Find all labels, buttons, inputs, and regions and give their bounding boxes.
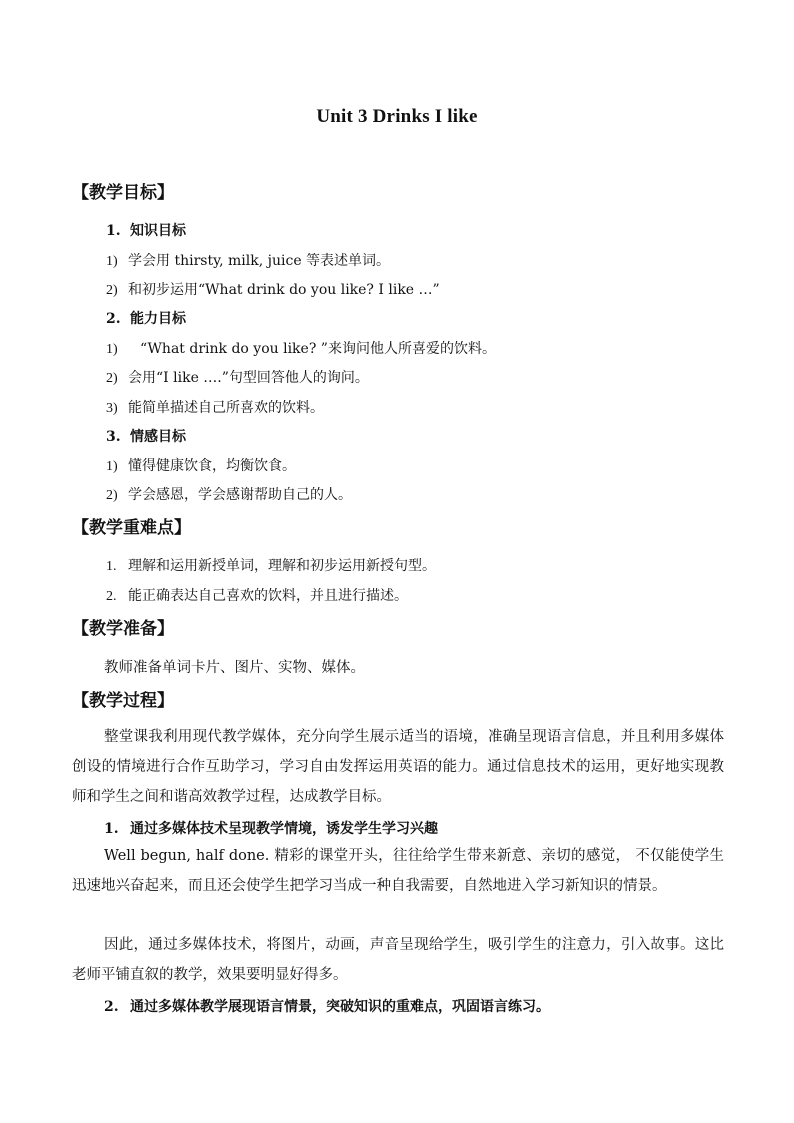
list-item bbox=[106, 279, 440, 299]
heading-process: 【教学过程】 bbox=[72, 691, 174, 711]
group-number: 1. bbox=[106, 223, 121, 239]
item-text: 能正确表达自己喜欢的饮料，并且进行描述。 bbox=[128, 588, 408, 604]
preparation-text: 教师准备单词卡片、图片、实物、媒体。 bbox=[104, 660, 365, 676]
item-number: 1) bbox=[106, 342, 118, 357]
step-number: 2. bbox=[104, 999, 119, 1015]
item-text: 理解和运用新授单词，理解和初步运用新授句型。 bbox=[128, 558, 436, 574]
item-number: 2) bbox=[106, 488, 118, 503]
step-number: 1. bbox=[104, 821, 119, 837]
list-item bbox=[106, 397, 324, 417]
heading-preparation: 【教学准备】 bbox=[72, 619, 174, 639]
objective-group-emotion bbox=[106, 426, 186, 446]
group-number: 2. bbox=[106, 311, 121, 327]
step-1-paragraph: Well begun, half done. 精彩的课堂开头，往往给学生带来新意、亲切的感觉， 不仅能使学生迅速地兴奋起来，而且还会使学生把学习当成一种自我需要，自然地进入学习新知识的情景。 bbox=[72, 848, 724, 894]
objective-group-knowledge bbox=[106, 220, 186, 240]
step-title: 通过多媒体技术呈现教学情境，诱发学生学习兴趣 bbox=[130, 821, 438, 837]
item-text: 学会用 thirsty, milk, juice 等表述单词。 bbox=[128, 253, 391, 269]
list-item bbox=[106, 484, 352, 504]
group-label: 知识目标 bbox=[130, 223, 186, 239]
item-number: 2) bbox=[106, 283, 118, 298]
group-number: 3. bbox=[106, 429, 121, 445]
process-step-1-title bbox=[104, 818, 438, 838]
list-item bbox=[106, 250, 390, 270]
step-1-paragraph-2: 因此，通过多媒体技术，将图片，动画，声音呈现给学生，吸引学生的注意力，引入故事。这比老师平铺直叙的教学，效果要明显好得多。 bbox=[72, 937, 724, 983]
list-item bbox=[106, 585, 408, 605]
list-item bbox=[106, 455, 296, 475]
heading-objectives: 【教学目标】 bbox=[72, 183, 174, 203]
item-text: 和初步运用“What drink do you like? I like …” bbox=[128, 282, 440, 298]
item-text: 懂得健康饮食，均衡饮食。 bbox=[128, 458, 296, 474]
heading-key-points: 【教学重难点】 bbox=[72, 518, 191, 538]
list-item bbox=[106, 338, 496, 358]
group-label: 情感目标 bbox=[130, 429, 186, 445]
item-text: 会用“I like ….”句型回答他人的询问。 bbox=[128, 370, 369, 386]
item-text: 学会感恩，学会感谢帮助自己的人。 bbox=[128, 487, 352, 503]
document-title: Unit 3 Drinks I like bbox=[316, 106, 478, 127]
item-number: 2) bbox=[106, 371, 118, 386]
item-number: 1) bbox=[106, 459, 118, 474]
item-number: 1) bbox=[106, 254, 118, 269]
step-title: 通过多媒体教学展现语言情景，突破知识的重难点，巩固语言练习。 bbox=[130, 999, 550, 1015]
list-item bbox=[106, 367, 369, 387]
item-text: 能简单描述自己所喜欢的饮料。 bbox=[128, 400, 324, 416]
item-number: 2. bbox=[106, 589, 117, 604]
group-label: 能力目标 bbox=[130, 311, 186, 327]
process-step-2-title bbox=[104, 996, 550, 1016]
list-item bbox=[106, 555, 436, 575]
process-intro-paragraph: 整堂课我利用现代教学媒体，充分向学生展示适当的语境，准确呈现语言信息，并且利用多媒体创设的情境进行合作互助学习，学习自由发挥运用英语的能力。通过信息技术的运用，更好地实现教师和学生之间和谐高效教学过程，达成教学目标。 bbox=[72, 729, 724, 805]
item-text: “What drink do you like? ”来询问他人所喜爱的饮料。 bbox=[140, 341, 496, 357]
item-number: 1. bbox=[106, 559, 117, 574]
item-number: 3) bbox=[106, 401, 118, 416]
objective-group-ability bbox=[106, 308, 186, 328]
